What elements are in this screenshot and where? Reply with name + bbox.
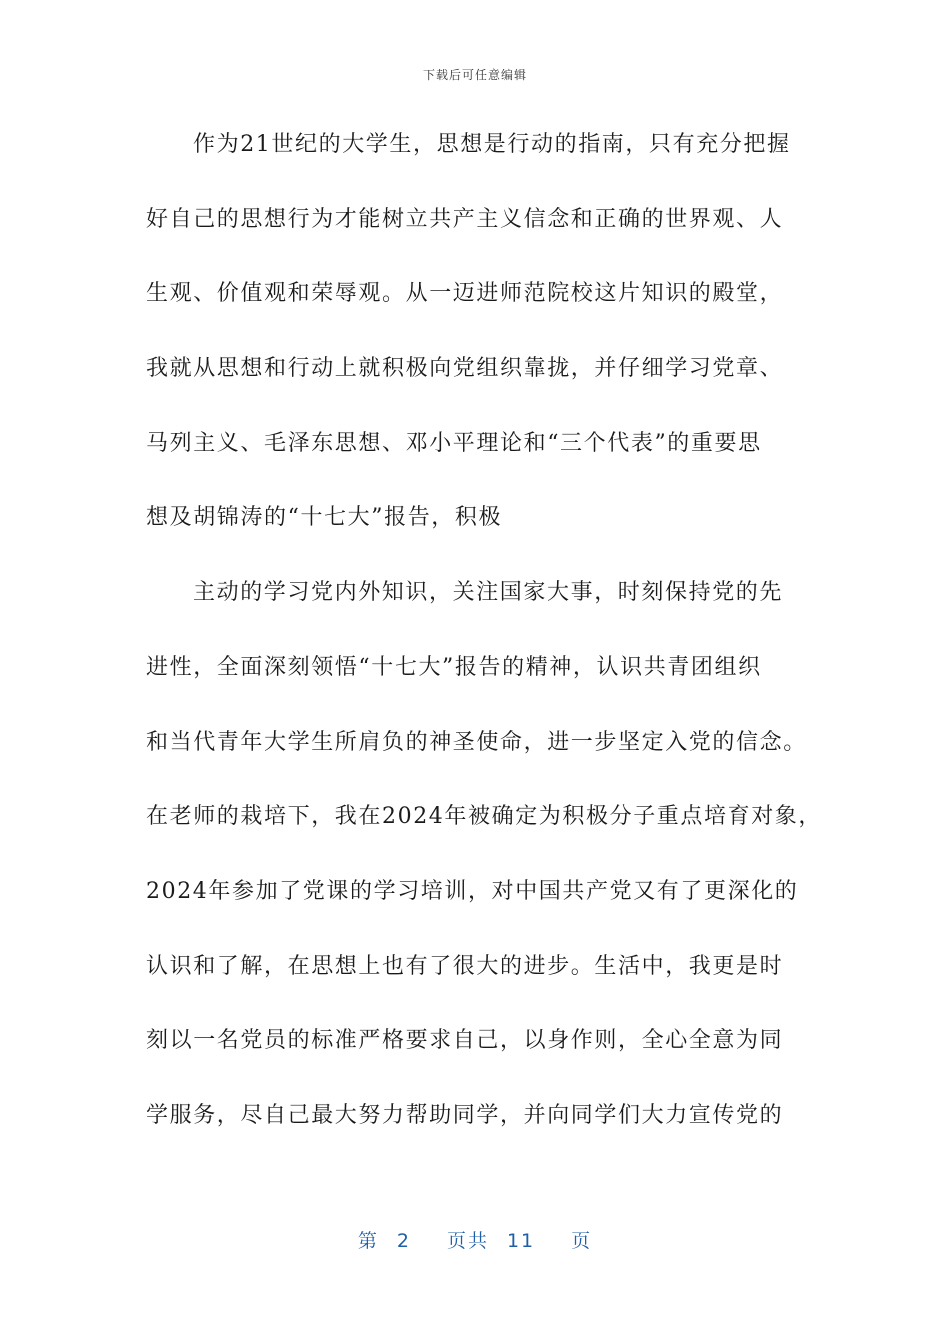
paragraph-line: 主动的学习党内外知识，关注国家大事，时刻保持党的先 [193, 580, 784, 606]
page-header: 下载后可任意编辑 [422, 68, 527, 82]
paragraph-line: 好自己的思想行为才能树立共产主义信念和正确的世界观、人 [146, 206, 784, 232]
paragraph-line: 我就从思想和行动上就积极向党组织靠拢，并仔细学习党章、 [146, 356, 784, 382]
paragraph-line: 和当代青年大学生所肩负的神圣使命，进一步坚定入党的信念。 [146, 729, 807, 755]
paragraph-line: 2024年参加了党课的学习培训，对中国共产党又有了更深化的 [146, 878, 799, 904]
paragraph-line: 马列主义、毛泽东思想、邓小平理论和“三个代表”的重要思 [146, 430, 762, 456]
total-pages-number: 11 [506, 1230, 536, 1252]
page-footer [0, 1226, 950, 1253]
paragraph-line: 生观、价值观和荣辱观。从一迈进师范院校这片知识的殿堂， [146, 281, 784, 307]
paragraph-line: 作为21世纪的大学生，思想是行动的指南，只有充分把握 [193, 132, 791, 157]
paragraph-line: 进性，全面深刻领悟“十七大”报告的精神，认识共青团组织 [146, 654, 762, 680]
paragraph-line: 在老师的栽培下，我在2024年被确定为积极分子重点培育对象， [146, 804, 822, 830]
page-label-suffix: 页 [571, 1230, 593, 1252]
current-page-number: 2 [396, 1230, 411, 1252]
document-body [146, 124, 822, 1170]
paragraph-line: 认识和了解，在思想上也有了很大的进步。生活中，我更是时 [146, 953, 784, 979]
paragraph-line: 刻以一名党员的标准严格要求自己，以身作则，全心全意为同 [146, 1028, 784, 1054]
page-label-middle: 页共 [446, 1230, 489, 1252]
page-label-prefix: 第 [357, 1230, 379, 1252]
paragraph-line: 想及胡锦涛的“十七大”报告，积极 [146, 505, 503, 531]
paragraph-line: 学服务，尽自己最大努力帮助同学，并向同学们大力宣传党的 [146, 1102, 784, 1128]
